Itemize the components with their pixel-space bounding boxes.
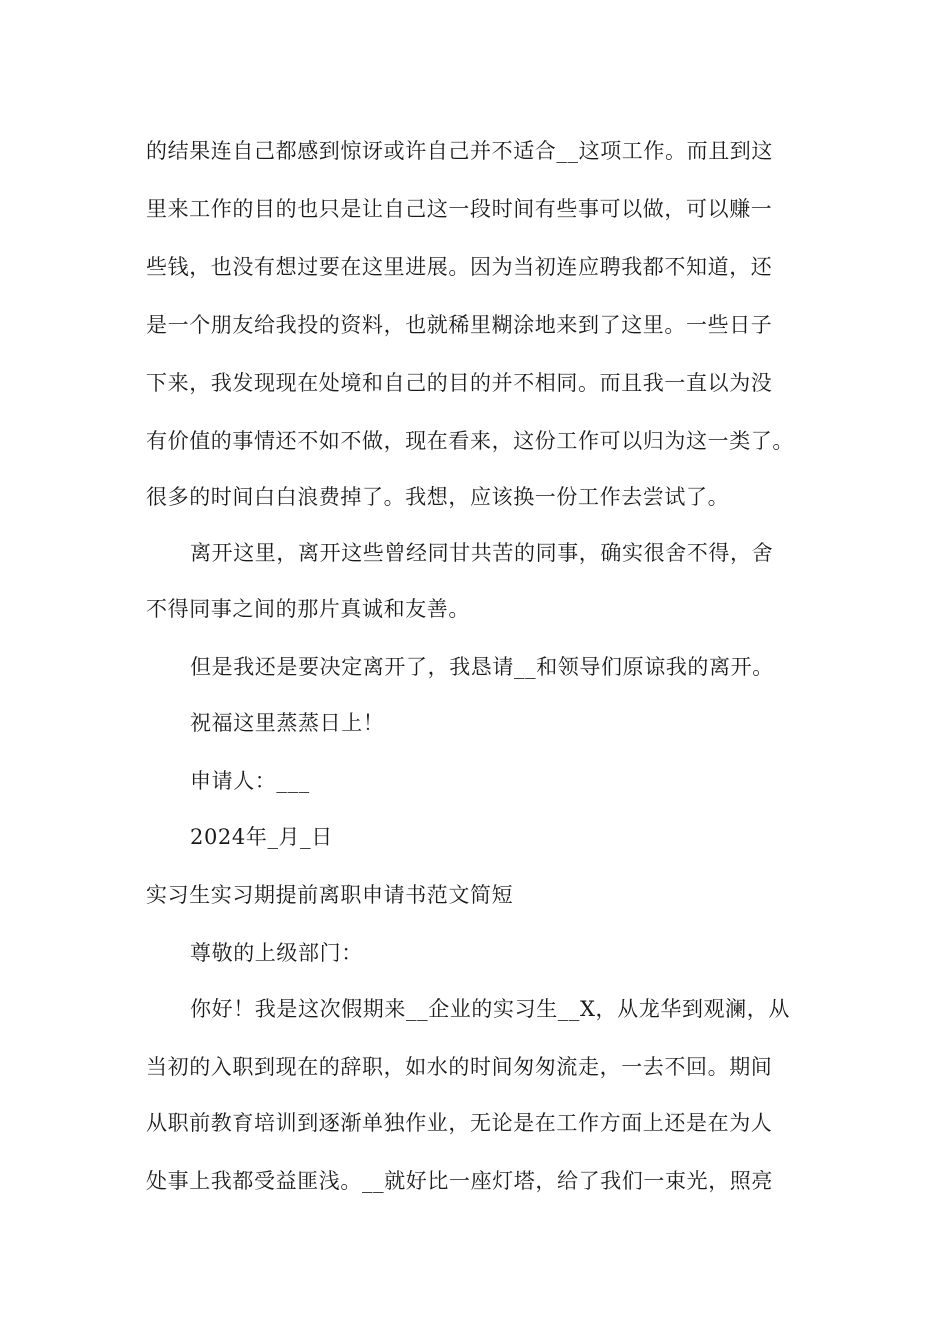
date-field: 2024年_月_日 xyxy=(190,825,333,849)
closing-wish: 祝福这里蒸蒸日上！ xyxy=(190,711,385,735)
paragraph-line: 很多的时间白白浪费掉了。我想，应该换一份工作去尝试了。 xyxy=(146,485,730,509)
salutation: 尊敬的上级部门： xyxy=(190,941,363,965)
paragraph-line: 当初的入职到现在的辞职，如水的时间匆匆流走，一去不回。期间 xyxy=(146,1055,773,1079)
paragraph-line: 从职前教育培训到逐渐单独作业，无论是在工作方面上还是在为人 xyxy=(146,1111,773,1135)
paragraph-line: 不得同事之间的那片真诚和友善。 xyxy=(146,597,470,621)
paragraph-line: 是一个朋友给我投的资料，也就稀里糊涂地来到了这里。一些日子 xyxy=(146,313,773,337)
paragraph-line: 处事上我都受益匪浅。__就好比一座灯塔，给了我们一束光，照亮 xyxy=(146,1169,773,1193)
applicant-field: 申请人：___ xyxy=(190,769,310,793)
paragraph-line: 些钱，也没有想过要在这里进展。因为当初连应聘我都不知道，还 xyxy=(146,255,773,279)
paragraph-line: 下来，我发现现在处境和自己的目的并不相同。而且我一直以为没 xyxy=(146,371,773,395)
paragraph-line: 的结果连自己都感到惊讶或许自己并不适合__这项工作。而且到这 xyxy=(146,139,773,163)
section-title: 实习生实习期提前离职申请书范文简短 xyxy=(146,883,514,907)
paragraph-line: 你好！我是这次假期来__企业的实习生__X，从龙华到观澜，从 xyxy=(190,997,790,1021)
paragraph-line: 里来工作的目的也只是让自己这一段时间有些事可以做，可以赚一 xyxy=(146,197,773,221)
paragraph-line: 有价值的事情还不如不做，现在看来，这份工作可以归为这一类了。 xyxy=(146,429,794,453)
paragraph-line: 离开这里，离开这些曾经同甘共苦的同事，确实很舍不得，舍 xyxy=(190,541,774,565)
paragraph-line: 但是我还是要决定离开了，我恳请__和领导们原谅我的离开。 xyxy=(190,655,774,679)
